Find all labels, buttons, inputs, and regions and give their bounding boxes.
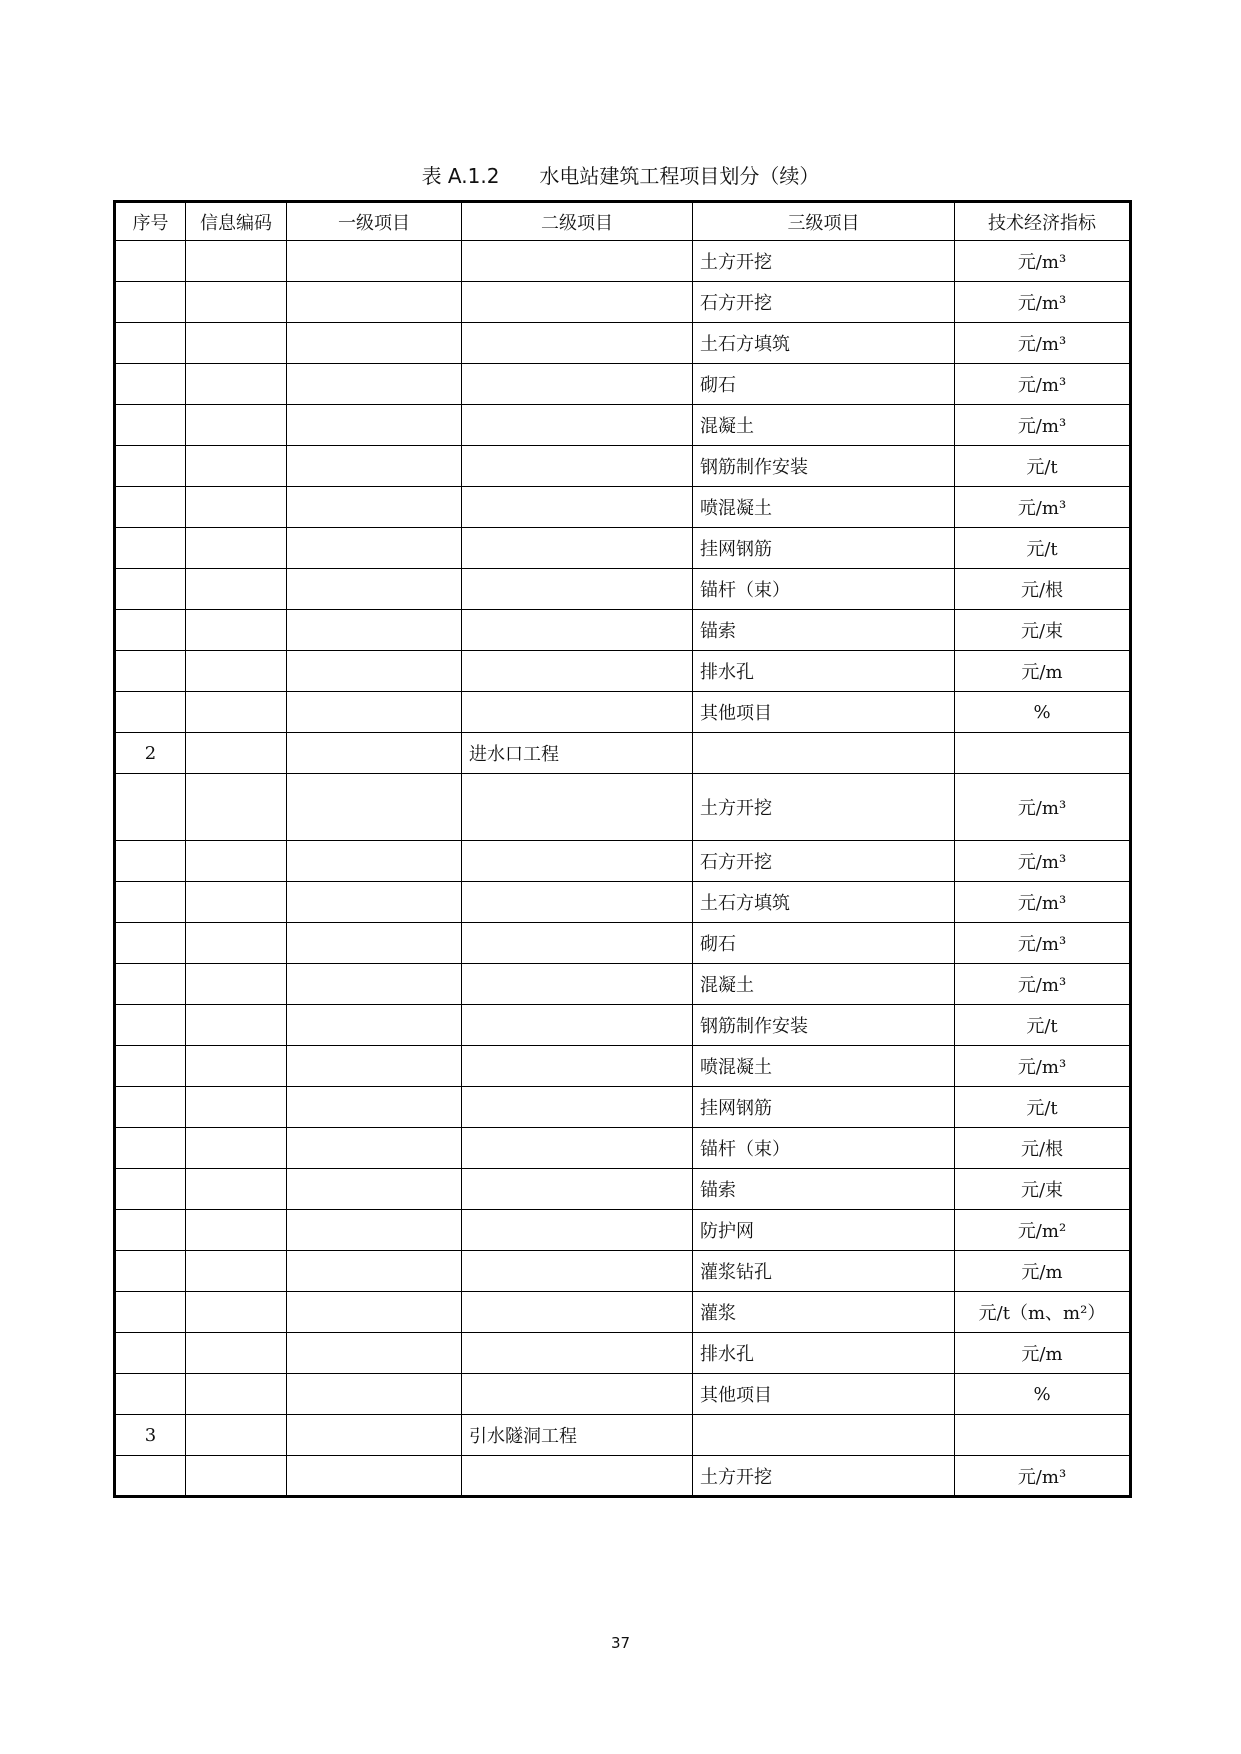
cell-level2 [462,569,693,610]
cell-code [186,882,287,923]
table-row [115,733,1131,774]
cell-level2 [462,487,693,528]
cell-level1 [287,1415,462,1456]
cell-unit: 元/根 [955,569,1131,610]
cell-level1 [287,1292,462,1333]
cell-level1 [287,323,462,364]
header-seq: 序号 [115,202,186,241]
page-number: 37 [610,1634,631,1652]
cell-code [186,841,287,882]
cell-code [186,364,287,405]
cell-level3: 喷混凝土 [693,487,955,528]
table-row [115,692,1131,733]
cell-level3: 灌浆钻孔 [693,1251,955,1292]
cell-seq [115,569,186,610]
cell-unit: % [955,1374,1131,1415]
cell-seq [115,882,186,923]
cell-unit: % [955,692,1131,733]
cell-level3: 砌石 [693,923,955,964]
table-row [115,882,1131,923]
cell-code [186,1456,287,1497]
project-division-table [113,200,1132,1498]
cell-code [186,1374,287,1415]
cell-level1 [287,1005,462,1046]
cell-seq [115,774,186,841]
cell-level3: 石方开挖 [693,282,955,323]
table-row [115,323,1131,364]
cell-unit: 元/t [955,1005,1131,1046]
cell-unit: 元/束 [955,610,1131,651]
cell-code [186,1415,287,1456]
table-row [115,1333,1131,1374]
cell-level2 [462,1251,693,1292]
cell-code [186,651,287,692]
cell-code [186,1210,287,1251]
cell-level1 [287,1046,462,1087]
cell-level3: 挂网钢筋 [693,528,955,569]
cell-level2 [462,1087,693,1128]
cell-seq [115,610,186,651]
cell-unit: 元/m³ [955,841,1131,882]
cell-level1 [287,964,462,1005]
table-row [115,364,1131,405]
cell-level3: 喷混凝土 [693,1046,955,1087]
cell-level3: 其他项目 [693,692,955,733]
table-row [115,528,1131,569]
cell-unit: 元/m³ [955,1046,1131,1087]
cell-level2 [462,841,693,882]
cell-level2 [462,1128,693,1169]
cell-code [186,692,287,733]
table-number: 表 A.1.2 [421,164,500,188]
cell-level2 [462,1046,693,1087]
cell-level3: 土石方填筑 [693,882,955,923]
cell-seq [115,964,186,1005]
cell-level2 [462,774,693,841]
cell-level3: 排水孔 [693,651,955,692]
cell-unit [955,1415,1131,1456]
cell-level1 [287,1456,462,1497]
cell-level3 [693,733,955,774]
cell-code [186,323,287,364]
header-row [115,202,1131,241]
cell-level1 [287,610,462,651]
table-row [115,1251,1131,1292]
cell-level1 [287,1333,462,1374]
cell-seq [115,1251,186,1292]
table-row [115,1005,1131,1046]
cell-level2 [462,923,693,964]
cell-level2 [462,1292,693,1333]
cell-level2 [462,1456,693,1497]
cell-unit: 元/m [955,1251,1131,1292]
cell-level2 [462,1333,693,1374]
cell-level3: 锚索 [693,1169,955,1210]
table-row [115,1415,1131,1456]
cell-level2 [462,692,693,733]
cell-level2 [462,446,693,487]
cell-code [186,1292,287,1333]
cell-level1 [287,569,462,610]
cell-level1 [287,1374,462,1415]
cell-level1 [287,528,462,569]
cell-level1 [287,364,462,405]
table-row [115,1292,1131,1333]
cell-code [186,964,287,1005]
cell-unit: 元/m³ [955,774,1131,841]
cell-seq [115,1333,186,1374]
cell-level2 [462,1374,693,1415]
cell-level3: 排水孔 [693,1333,955,1374]
cell-level2 [462,323,693,364]
cell-level1 [287,1128,462,1169]
cell-seq [115,1005,186,1046]
header-level2: 二级项目 [462,202,693,241]
cell-level3: 灌浆 [693,1292,955,1333]
cell-code [186,774,287,841]
cell-code [186,528,287,569]
cell-seq [115,487,186,528]
cell-code [186,733,287,774]
cell-unit: 元/m³ [955,923,1131,964]
cell-code [186,610,287,651]
cell-seq [115,841,186,882]
cell-level2 [462,610,693,651]
cell-seq [115,364,186,405]
header-code: 信息编码 [186,202,287,241]
table-row [115,923,1131,964]
cell-seq [115,1046,186,1087]
cell-level1 [287,405,462,446]
cell-level3: 防护网 [693,1210,955,1251]
cell-seq [115,651,186,692]
cell-level1 [287,774,462,841]
cell-level2: 引水隧洞工程 [462,1415,693,1456]
cell-level1 [287,692,462,733]
cell-level3: 土方开挖 [693,774,955,841]
header-level3: 三级项目 [693,202,955,241]
cell-level2 [462,651,693,692]
cell-level1 [287,733,462,774]
cell-level2 [462,282,693,323]
cell-level3: 石方开挖 [693,841,955,882]
cell-unit: 元/m³ [955,241,1131,282]
table-row [115,446,1131,487]
cell-level2 [462,1169,693,1210]
cell-unit: 元/t [955,1087,1131,1128]
cell-level3: 锚杆（束） [693,569,955,610]
cell-level1 [287,487,462,528]
cell-level1 [287,1251,462,1292]
table-row [115,1374,1131,1415]
cell-unit: 元/m³ [955,364,1131,405]
cell-seq [115,528,186,569]
table-row [115,569,1131,610]
cell-level3: 土方开挖 [693,1456,955,1497]
cell-unit: 元/m³ [955,405,1131,446]
cell-level3: 混凝土 [693,405,955,446]
cell-level1 [287,841,462,882]
cell-unit: 元/束 [955,1169,1131,1210]
cell-code [186,1128,287,1169]
cell-level3: 钢筋制作安装 [693,1005,955,1046]
cell-unit: 元/m [955,1333,1131,1374]
cell-level3: 挂网钢筋 [693,1087,955,1128]
cell-seq [115,1456,186,1497]
cell-level2 [462,964,693,1005]
cell-level2 [462,528,693,569]
cell-unit: 元/m [955,651,1131,692]
cell-code [186,487,287,528]
cell-code [186,405,287,446]
cell-level3: 砌石 [693,364,955,405]
cell-code [186,282,287,323]
cell-level1 [287,923,462,964]
table-row [115,405,1131,446]
table-caption [0,160,1241,189]
cell-unit: 元/t（m、m²） [955,1292,1131,1333]
cell-level1 [287,882,462,923]
cell-seq [115,1292,186,1333]
header-unit: 技术经济指标 [955,202,1131,241]
cell-level1 [287,651,462,692]
cell-level2 [462,882,693,923]
cell-seq [115,323,186,364]
cell-unit: 元/m³ [955,282,1131,323]
cell-code [186,923,287,964]
table-row [115,610,1131,651]
cell-seq: 3 [115,1415,186,1456]
cell-unit: 元/t [955,446,1131,487]
cell-level3: 锚索 [693,610,955,651]
cell-seq [115,446,186,487]
table-row [115,841,1131,882]
table-row [115,1128,1131,1169]
cell-seq [115,241,186,282]
cell-code [186,1005,287,1046]
cell-seq [115,923,186,964]
table-row [115,241,1131,282]
cell-level2 [462,405,693,446]
cell-seq [115,1087,186,1128]
cell-unit: 元/m³ [955,487,1131,528]
cell-seq [115,1128,186,1169]
header-level1: 一级项目 [287,202,462,241]
cell-level3 [693,1415,955,1456]
cell-unit: 元/t [955,528,1131,569]
cell-level3: 其他项目 [693,1374,955,1415]
cell-level2 [462,1005,693,1046]
cell-seq: 2 [115,733,186,774]
table-row [115,1210,1131,1251]
cell-code [186,1087,287,1128]
cell-seq [115,692,186,733]
cell-code [186,1251,287,1292]
table-row [115,487,1131,528]
cell-unit: 元/m² [955,1210,1131,1251]
cell-code [186,241,287,282]
cell-level3: 土石方填筑 [693,323,955,364]
cell-level1 [287,446,462,487]
cell-code [186,1169,287,1210]
table-row [115,1046,1131,1087]
table-row [115,651,1131,692]
table-row [115,964,1131,1005]
cell-unit: 元/m³ [955,882,1131,923]
cell-seq [115,1169,186,1210]
table-row [115,1169,1131,1210]
table-title: 水电站建筑工程项目划分（续） [539,164,820,188]
cell-level3: 钢筋制作安装 [693,446,955,487]
cell-level1 [287,282,462,323]
cell-code [186,1333,287,1374]
cell-level2 [462,1210,693,1251]
cell-level1 [287,1169,462,1210]
cell-seq [115,282,186,323]
cell-level3: 混凝土 [693,964,955,1005]
table-row [115,282,1131,323]
cell-level2: 进水口工程 [462,733,693,774]
table-row [115,774,1131,841]
cell-unit: 元/根 [955,1128,1131,1169]
cell-level2 [462,241,693,282]
cell-seq [115,1374,186,1415]
table-row [115,1456,1131,1497]
cell-code [186,569,287,610]
cell-seq [115,405,186,446]
cell-code [186,1046,287,1087]
table-row [115,1087,1131,1128]
cell-code [186,446,287,487]
cell-seq [115,1210,186,1251]
cell-level1 [287,241,462,282]
cell-unit: 元/m³ [955,1456,1131,1497]
cell-level3: 土方开挖 [693,241,955,282]
cell-level2 [462,364,693,405]
cell-unit [955,733,1131,774]
cell-unit: 元/m³ [955,964,1131,1005]
cell-level1 [287,1087,462,1128]
cell-level1 [287,1210,462,1251]
cell-level3: 锚杆（束） [693,1128,955,1169]
cell-unit: 元/m³ [955,323,1131,364]
